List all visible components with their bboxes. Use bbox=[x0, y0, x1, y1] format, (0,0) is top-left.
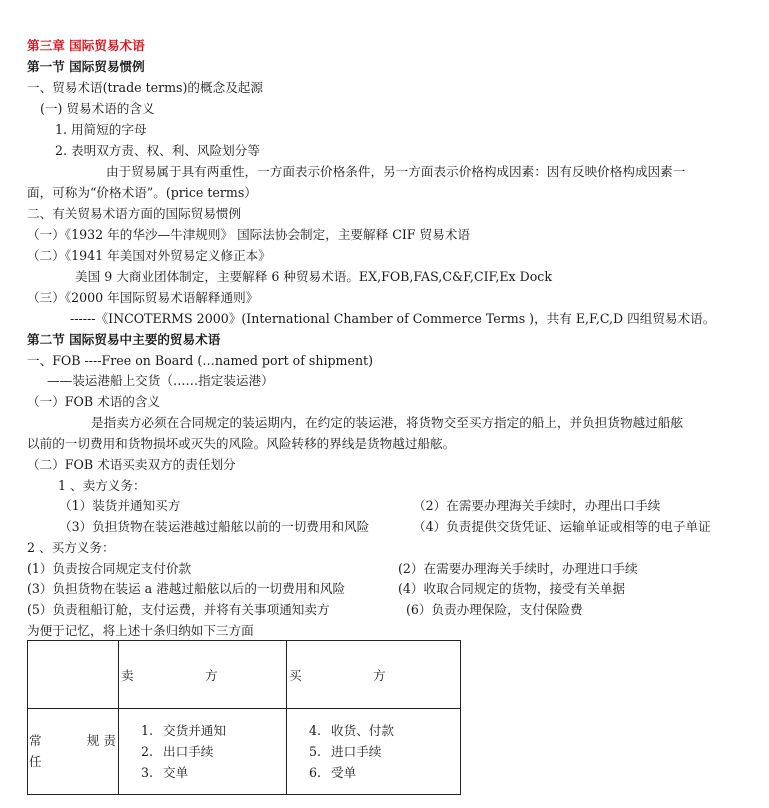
buyer-duty-4: (4）收取合同规定的货物，接受有关单据 bbox=[398, 581, 626, 596]
s2-subheading-duties: （二）FOB 术语买卖双方的责任划分 bbox=[27, 457, 236, 472]
list-item bbox=[309, 741, 460, 762]
seller-header-cell bbox=[119, 641, 287, 709]
chapter-title: 第三章 国际贸易术语 bbox=[27, 38, 145, 53]
section2-title: 第二节 国际贸易中主要的贸易术语 bbox=[27, 332, 221, 347]
list-item bbox=[309, 762, 460, 783]
item-text: 进口手续 bbox=[331, 744, 382, 759]
seller-header-char1: 卖 bbox=[121, 668, 134, 683]
item-number: 1. bbox=[141, 723, 154, 738]
item-number: 2. bbox=[141, 744, 154, 759]
list-item bbox=[141, 762, 286, 783]
s1-heading-practices: 二、有关贸易术语方面的国际贸易惯例 bbox=[27, 206, 242, 221]
item-number: 5. bbox=[309, 744, 322, 759]
row-label-part1: 常 bbox=[29, 733, 42, 748]
s1-practice-2: （二）《1941 年美国对外贸易定义修正本》 bbox=[27, 248, 271, 263]
s2-paragraph-line2: 以前的一切费用和货物损坏或灭失的风险。风险转移的界线是货物越过船舷。 bbox=[27, 436, 456, 451]
list-item bbox=[309, 720, 460, 741]
row-label-cell bbox=[28, 709, 119, 795]
item-text: 交单 bbox=[163, 765, 189, 780]
s1-practice-1: （一）《1932 年的华沙—牛津规则》 国际法协会制定，主要解释 CIF 贸易术语 bbox=[27, 227, 470, 242]
buyer-header-char1: 买 bbox=[289, 668, 302, 683]
buyer-duty-6: (6）负责办理保险，支付保险费 bbox=[406, 602, 583, 617]
item-number: 3. bbox=[141, 765, 154, 780]
s1-point-1: 1. 用简短的字母 bbox=[55, 122, 147, 137]
buyer-items-cell bbox=[287, 709, 461, 795]
s1-practice-3: （三）《2000 年国际贸易术语解释通则》 bbox=[27, 290, 259, 305]
seller-duty-3: （3）负担货物在装运港越过船舷以前的一切费用和风险 bbox=[59, 519, 370, 534]
list-item bbox=[141, 720, 286, 741]
row-label-part3: 任 bbox=[29, 754, 42, 769]
buyer-header-cell bbox=[287, 641, 461, 709]
duties-comparison-table bbox=[27, 640, 461, 795]
s2-heading-fob: 一、FOB ----Free on Board (…named port of shipment) bbox=[27, 353, 374, 368]
buyer-duty-1: (1）负责按合同规定支付价款 bbox=[27, 561, 192, 576]
buyer-duty-3: (3）负担货物在装运 a 港越过船舷以后的一切费用和风险 bbox=[27, 581, 346, 596]
item-number: 6. bbox=[309, 765, 322, 780]
table-header-row bbox=[28, 641, 461, 709]
s2-subheading-meaning: （一）FOB 术语的含义 bbox=[27, 394, 161, 409]
s1-heading-trade-terms: 一、贸易术语(trade terms)的概念及起源 bbox=[27, 80, 263, 95]
seller-header-char2: 方 bbox=[205, 668, 218, 683]
seller-duty-4: （4）负责提供交货凭证、运输单证或相等的电子单证 bbox=[413, 519, 711, 534]
seller-duties-heading: 1 、卖方义务： bbox=[58, 478, 146, 493]
buyer-header-char2: 方 bbox=[373, 668, 386, 683]
s1-subheading-meaning: (一) 贸易术语的含义 bbox=[40, 101, 155, 116]
s1-paragraph-line2: 面，可称为“价格术语”。(price terms） bbox=[27, 185, 257, 200]
buyer-duty-2: (2）在需要办理海关手续时，办理进口手续 bbox=[398, 561, 638, 576]
table-corner-cell bbox=[28, 641, 119, 709]
item-number: 4. bbox=[309, 723, 322, 738]
s2-paragraph-line1: 是指卖方必须在合同规定的装运期内，在约定的装运港，将货物交至买方指定的船上，并负担货物越过船舷 bbox=[91, 415, 683, 430]
item-text: 交货并通知 bbox=[163, 723, 226, 738]
s1-paragraph-line1: 由于贸易属于具有两重性，一方面表示价格条件，另一方面表示价格构成因素：因有反映价格构成因素一 bbox=[106, 164, 686, 179]
s1-point-2: 2. 表明双方责、权、利、风险划分等 bbox=[55, 143, 260, 158]
seller-duty-2: （2）在需要办理海关手续时，办理出口手续 bbox=[413, 498, 661, 513]
s1-practice-2-detail: 美国 9 大商业团体制定，主要解释 6 种贸易术语。EX,FOB,FAS,C&F,CIF,Ex Dock bbox=[75, 269, 552, 284]
summary-intro: 为便于记忆，将上述十条归纳如下三方面 bbox=[27, 623, 254, 638]
s2-fob-translation: ——装运港船上交货（……指定装运港） bbox=[47, 373, 274, 388]
table-row bbox=[28, 709, 461, 795]
buyer-duties-heading: 2 、买方义务： bbox=[27, 540, 115, 555]
item-text: 收货、付款 bbox=[331, 723, 394, 738]
item-text: 受单 bbox=[331, 765, 357, 780]
item-text: 出口手续 bbox=[163, 744, 214, 759]
seller-duty-1: （1）装货并通知买方 bbox=[59, 498, 181, 513]
row-label-part2: 规 责 bbox=[86, 733, 116, 748]
buyer-duty-5: (5）负责租船订舱，支付运费，并将有关事项通知卖方 bbox=[27, 602, 330, 617]
seller-items-cell bbox=[119, 709, 287, 795]
s1-practice-3-detail: ------《INCOTERMS 2000》(International Chamber of Commerce Terms )，共有 E,F,C,D 四组贸易术语。 bbox=[70, 311, 716, 326]
list-item bbox=[141, 741, 286, 762]
section1-title: 第一节 国际贸易惯例 bbox=[27, 59, 145, 74]
